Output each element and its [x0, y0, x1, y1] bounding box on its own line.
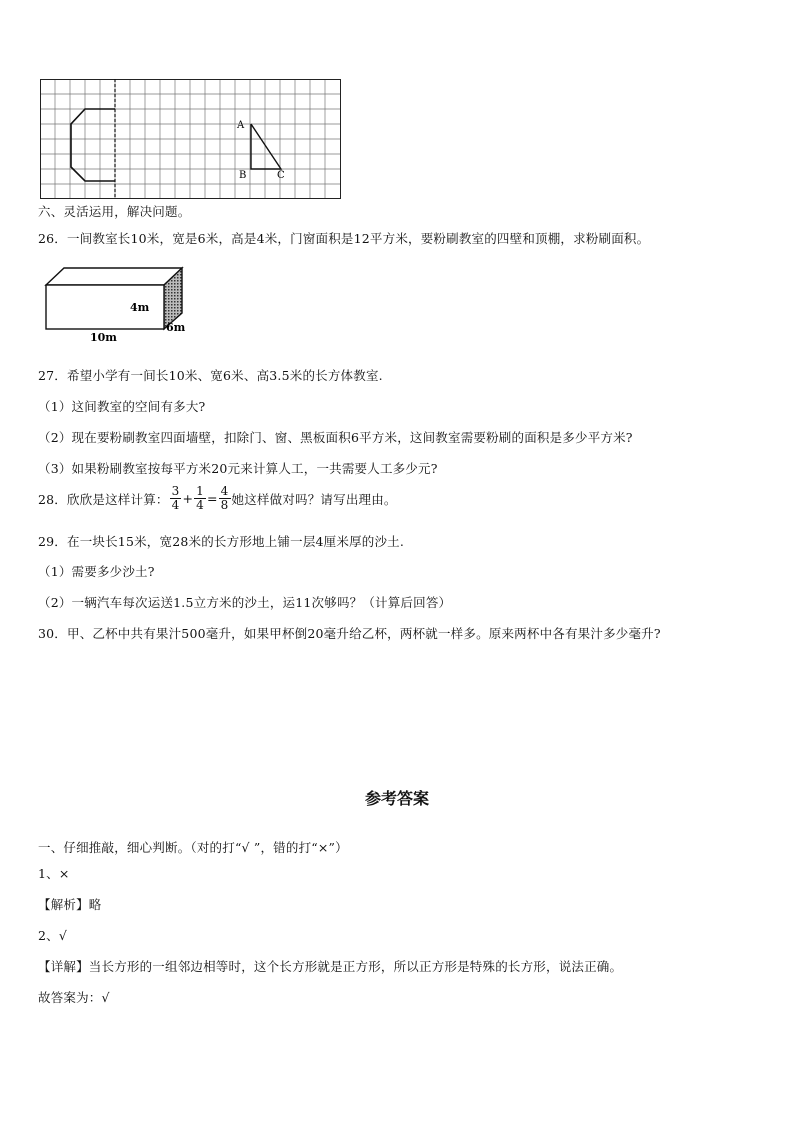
- answer-1: 1、×: [38, 866, 70, 881]
- equals-sign: =: [206, 491, 218, 506]
- fraction-3-denominator: 8: [220, 498, 229, 512]
- q28-line: [38, 485, 397, 512]
- fraction-1: [170, 485, 182, 512]
- q30-text: 30．甲、乙杯中共有果汁500毫升，如果甲杯倒20毫升给乙杯，两杯就一样多。原来两杯中各有果汁多少毫升?: [38, 626, 661, 641]
- fraction-2-numerator: 1: [196, 484, 204, 498]
- answers-title: 参考答案: [364, 789, 429, 808]
- answer-2-detail: 【详解】当长方形的一组邻边相等时，这个长方形就是正方形，所以正方形是特殊的长方形，说法正确。: [38, 959, 623, 974]
- answer-2-final: 故答案为：√: [38, 990, 110, 1005]
- height-label: 4m: [130, 301, 150, 314]
- width-label: 6m: [166, 321, 186, 334]
- q28-suffix: 她这样做对吗？请写出理由。: [231, 491, 397, 507]
- q29-sub1: （1）需要多少沙土?: [38, 564, 155, 579]
- q27-sub1: （1）这间教室的空间有多大?: [38, 399, 206, 414]
- plus-sign: +: [182, 491, 194, 506]
- answer-2: 2、√: [38, 928, 68, 943]
- q26-text: 26．一间教室长10米，宽是6米，高是4米，门窗面积是12平方米，要粉刷教室的四壁和顶棚，求粉刷面积。: [38, 231, 650, 246]
- label-a: A: [237, 120, 245, 131]
- grid-svg: [40, 79, 342, 200]
- cuboid-top: [46, 268, 182, 285]
- q29-text: 29．在一块长15米，宽28米的长方形地上铺一层4厘米厚的沙土.: [38, 534, 405, 549]
- q28-prefix: 28．欣欣是这样计算：: [38, 491, 169, 507]
- fraction-2-denominator: 4: [196, 498, 204, 512]
- q27-sub2: （2）现在要粉刷教室四面墙壁，扣除门、窗、黑板面积6平方米，这间教室需要粉刷的面积是多少平方米?: [38, 430, 633, 445]
- fraction-2: [194, 485, 206, 512]
- grid-figure: [40, 79, 342, 200]
- answer-1-analysis: 【解析】略: [38, 897, 102, 912]
- cuboid-svg: [42, 265, 192, 345]
- answers-section1: 一、仔细推敲，细心判断。（对的打“√ ”，错的打“×”）: [38, 840, 348, 855]
- cuboid-figure: [42, 265, 192, 345]
- section6-title: 六、灵活运用，解决问题。: [38, 204, 191, 219]
- q27-text: 27．希望小学有一间长10米、宽6米、高3.5米的长方体教室.: [38, 368, 383, 383]
- half-shape: [71, 109, 115, 181]
- fraction-1-numerator: 3: [171, 484, 180, 498]
- q27-sub3: （3）如果粉刷教室按每平方米20元来计算人工，一共需要人工多少元?: [38, 461, 438, 476]
- label-b: B: [239, 170, 247, 181]
- fraction-1-denominator: 4: [171, 498, 180, 512]
- q29-sub2: （2）一辆汽车每次运送1.5立方米的沙土，运11次够吗？（计算后回答）: [38, 595, 452, 610]
- triangle-abc: [251, 124, 281, 169]
- label-c: C: [277, 170, 285, 181]
- length-label: 10m: [90, 331, 117, 344]
- fraction-3-numerator: 4: [220, 484, 229, 498]
- fraction-3: [219, 485, 231, 512]
